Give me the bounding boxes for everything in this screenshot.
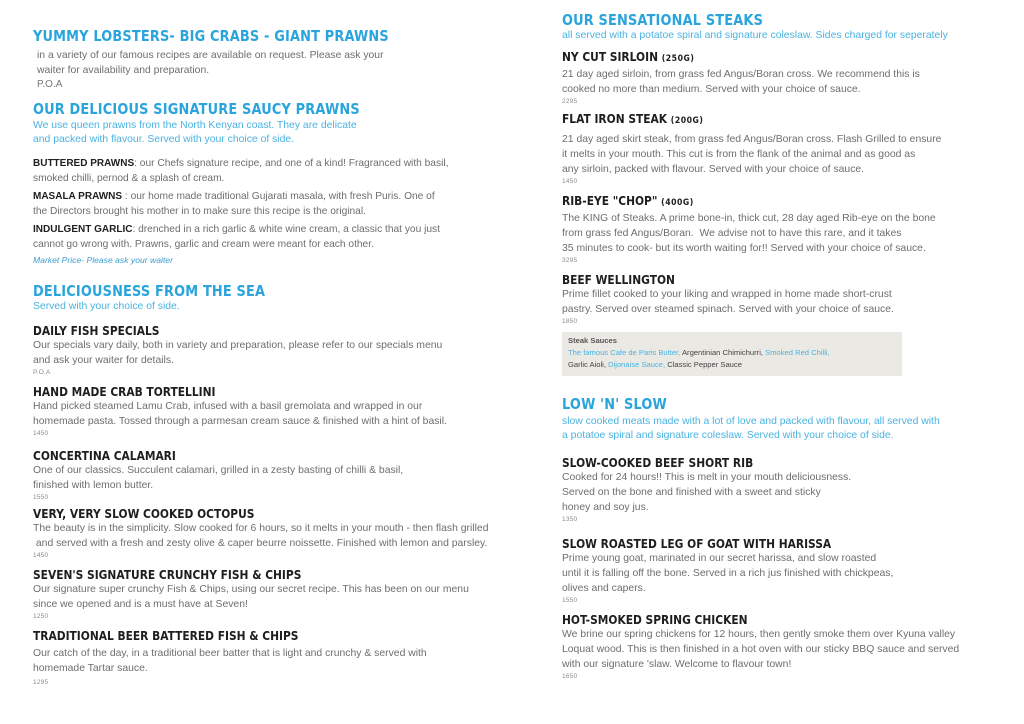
item-weight: (250G) [661,54,695,64]
item-desc-line: until it is falling off the bone. Served in a rich jus finished with chickpeas, [562,568,894,579]
item-name: VERY, VERY SLOW COOKED OCTOPUS [33,506,255,521]
item-desc-line: homemade Tartar sauce. [33,663,148,674]
section-subtitle [562,415,1002,443]
item-desc-line: smoked chilli, pernod & a splash of cream. [33,173,225,184]
item-desc-line: Served on the bone and finished with a sweet and sticky [562,487,821,498]
item-name [562,193,940,211]
item-description [33,521,508,551]
item-name: DAILY FISH SPECIALS [33,323,160,338]
item-price: 1650 [562,673,578,680]
item-weight: (400G) [661,198,694,208]
item-description [33,646,508,676]
item-desc-line: drenched in a rich garlic & white wine cream, a classic that you just [138,224,440,235]
section-description [33,48,508,78]
item-description [33,399,508,429]
section-subtitle [33,119,508,147]
description-line: waiter for availability and preparation. [37,65,210,76]
item-name: BEEF WELLINGTON [562,272,675,287]
sauce-classic-pepper: Classic Pepper Sauce [665,360,742,369]
prawn-list [33,156,508,252]
right-column [562,12,1002,681]
section-steaks [562,12,1002,376]
item-description [562,627,1002,672]
market-price-note: Market Price- Please ask your waiter [33,255,173,265]
item-desc-line: Our signature super crunchy Fish & Chips, using our secret recipe. This has been on our menu [33,584,469,595]
menu-item-concertina-calamari [33,448,508,502]
item-desc-line: with our signature 'slaw. Welcome to flavour town! [562,659,792,670]
item-desc-line: 21 day aged sirloin, from grass fed Angus/Boran cross. We recommend this is [562,69,920,80]
item-description [562,470,1002,515]
section-saucy-prawns [33,101,508,267]
item-name-text: FLAT IRON STEAK [562,111,668,126]
menu-item-leg-of-goat [562,536,1002,605]
section-subtitle: Served with your choice of side. [33,301,180,312]
item-price: 1550 [562,597,578,604]
sauce-cafe-de-paris: The famous Cafe de Paris Butter, [568,348,681,357]
item-name: SLOW-COOKED BEEF SHORT RIB [562,455,754,470]
description-line: in a variety of our famous recipes are available on request. Please ask your [37,50,384,61]
subtitle-line: and packed with flavour. Served with your choice of side. [33,134,295,145]
item-desc-line: from grass fed Angus/Boran. We advise not to have this rare, and it takes [562,228,902,239]
prawn-item-garlic [33,222,508,252]
item-description [562,551,1002,596]
sauce-chimichurri: Argentinian Chimichurri, [680,348,764,357]
item-desc-line: our Chefs signature recipe, and one of a kind! Fragranced with basil, [139,158,449,169]
item-desc-line: One of our classics. Succulent calamari, grilled in a zesty basting of chilli & basil, [33,465,404,476]
item-desc-line: cooked no more than medium. Served with your choice of sauce. [562,84,861,95]
item-desc-line: Hand picked steamed Lamu Crab, infused with a basil gremolata and wrapped in our [33,401,423,412]
section-low-n-slow [562,396,1002,681]
menu-item-spring-chicken [562,612,1002,681]
subtitle-line: We use queen prawns from the North Kenyan coast. They are delicate [33,120,357,131]
prawn-item-buttered [33,156,508,186]
item-name: MASALA PRAWNS [33,191,123,202]
subtitle-line: slow cooked meats made with a lot of love and packed with flavour, all served with [562,416,940,427]
item-desc-line: since we opened and is a must have at Seven! [33,599,248,610]
item-name: HOT-SMOKED SPRING CHICKEN [562,612,748,627]
item-price: 1450 [33,552,49,559]
item-price: 1850 [562,318,578,325]
menu-item-sevens-fish-and-chips [33,567,508,621]
separator: : [122,191,131,202]
sauce-dijonaise: Dijonaise Sauce, [605,360,666,369]
item-desc-line: the Directors brought his mother in to make sure this recipe is the original. [33,206,366,217]
item-price: 1250 [33,613,49,620]
item-price: 1550 [33,494,49,501]
section-from-the-sea [33,283,508,687]
item-price: 2295 [562,98,578,105]
item-desc-line: Prime fillet cooked to your liking and wrapped in home made short-crust [562,289,892,300]
prawn-item-masala [33,189,508,219]
left-column [33,28,508,687]
item-desc-line: and ask your waiter for details. [33,355,174,366]
item-desc-line: olives and capers. [562,583,646,594]
section-title: LOW 'N' SLOW [562,395,667,413]
section-title: DELICIOUSNESS FROM THE SEA [33,282,266,300]
item-name [562,111,940,129]
item-desc-line: 21 day aged skirt steak, from grass fed Angus/Boran cross. Flash Grilled to ensure [562,134,942,145]
sauce-smoked-red-chilli: Smoked Red Chilli, [763,348,830,357]
menu-item-flat-iron-steak [562,111,1002,186]
item-description [562,287,1002,317]
section-lobsters [33,28,508,92]
item-name: CONCERTINA CALAMARI [33,448,176,463]
item-name-text: NY CUT SIRLOIN [562,49,658,64]
item-desc-line: Our catch of the day, in a traditional beer batter that is light and crunchy & served with [33,648,427,659]
item-name: SLOW ROASTED LEG OF GOAT WITH HARISSA [562,536,832,551]
item-name: TRADITIONAL BEER BATTERED FISH & CHIPS [33,628,299,643]
item-desc-line: finished with lemon butter. [33,480,154,491]
item-desc-line: our home made traditional Gujarati masala, with fresh Puris. One of [130,191,435,202]
item-price: 1350 [562,516,578,523]
item-name-text: RIB-EYE "CHOP" [562,193,658,208]
item-description [33,338,508,368]
item-description [562,211,1002,256]
item-description [562,67,1002,97]
item-name [562,49,940,67]
price: P.O.A [37,79,63,90]
item-name: SEVEN'S SIGNATURE CRUNCHY FISH & CHIPS [33,567,302,582]
section-title: YUMMY LOBSTERS- BIG CRABS - GIANT PRAWNS [33,27,389,45]
menu-item-beer-battered-fish-and-chips [33,628,508,687]
item-desc-line: Loquat wood. This is then finished in a hot oven with our sticky BBQ sauce and served [562,644,960,655]
item-price: 1450 [562,178,578,185]
item-desc-line: We brine our spring chickens for 12 hours, then gently smoke them over Kyuna valley [562,629,956,640]
item-desc-line: 35 minutes to cook- but its worth waiting for!! Served with your choice of sauce. [562,243,926,254]
item-price: 1450 [33,430,49,437]
item-name: INDULGENT GARLIC [33,224,133,235]
item-desc-line: honey and soy jus. [562,502,649,513]
item-desc-line: The KING of Steaks. A prime bone-in, thick cut, 28 day aged Rib-eye on the bone [562,213,936,224]
menu-item-ny-cut-sirloin [562,49,1002,106]
item-desc-line: Prime young goat, marinated in our secret harissa, and slow roasted [562,553,877,564]
item-desc-line: cannot go wrong with. Prawns, garlic and cream were meant for each other. [33,239,374,250]
item-desc-line: Our specials vary daily, both in variety and preparation, please refer to our specials menu [33,340,443,351]
menu-item-beef-wellington [562,272,1002,326]
item-desc-line: pastry. Served over steamed spinach. Served with your choice of sauce. [562,304,894,315]
item-price: 3295 [562,257,578,264]
item-desc-line: any sirloin, packed with flavour. Served with your choice of sauce. [562,164,865,175]
item-description [33,582,508,612]
separator: : [134,158,140,169]
menu-item-slow-cooked-octopus [33,506,508,560]
item-desc-line: and served with a fresh and zesty olive & caper beurre noissette. Finished with lemon and parsley. [33,538,488,549]
item-description [562,132,1002,177]
sauce-garlic-aioli: Garlic Aioli, [568,360,606,369]
item-price: P.O.A [33,369,51,376]
menu-item-beef-short-rib [562,455,1002,524]
item-desc-line: Cooked for 24 hours!! This is melt in your mouth deliciousness. [562,472,852,483]
steak-sauces-box [562,332,902,376]
section-title: OUR DELICIOUS SIGNATURE SAUCY PRAWNS [33,100,360,118]
section-subtitle: all served with a potatoe spiral and signature coleslaw. Sides charged for seperately [562,30,948,41]
separator: : [132,224,139,235]
menu-item-crab-tortellini [33,384,508,438]
sauces-list [568,347,896,371]
item-name: BUTTERED PRAWNS [33,158,135,169]
item-desc-line: homemade pasta. Tossed through a parmesan cream sauce & finished with a hint of basil. [33,416,447,427]
item-weight: (200G) [670,116,704,126]
sauces-title: Steak Sauces [568,336,617,345]
item-price: 1295 [33,679,49,686]
menu-item-rib-eye-chop [562,193,1002,265]
subtitle-line: a potatoe spiral and signature coleslaw. Served with your choice of side. [562,430,894,441]
section-title: OUR SENSATIONAL STEAKS [562,11,764,29]
item-description [33,463,508,493]
item-name: HAND MADE CRAB TORTELLINI [33,384,216,399]
menu-item-daily-fish-specials [33,323,508,377]
item-desc-line: The beauty is in the simplicity. Slow cooked for 6 hours, so it melts in your mouth - then flash grilled [33,523,489,534]
item-desc-line: it melts in your mouth. This cut is from the flank of the animal and as good as [562,149,916,160]
